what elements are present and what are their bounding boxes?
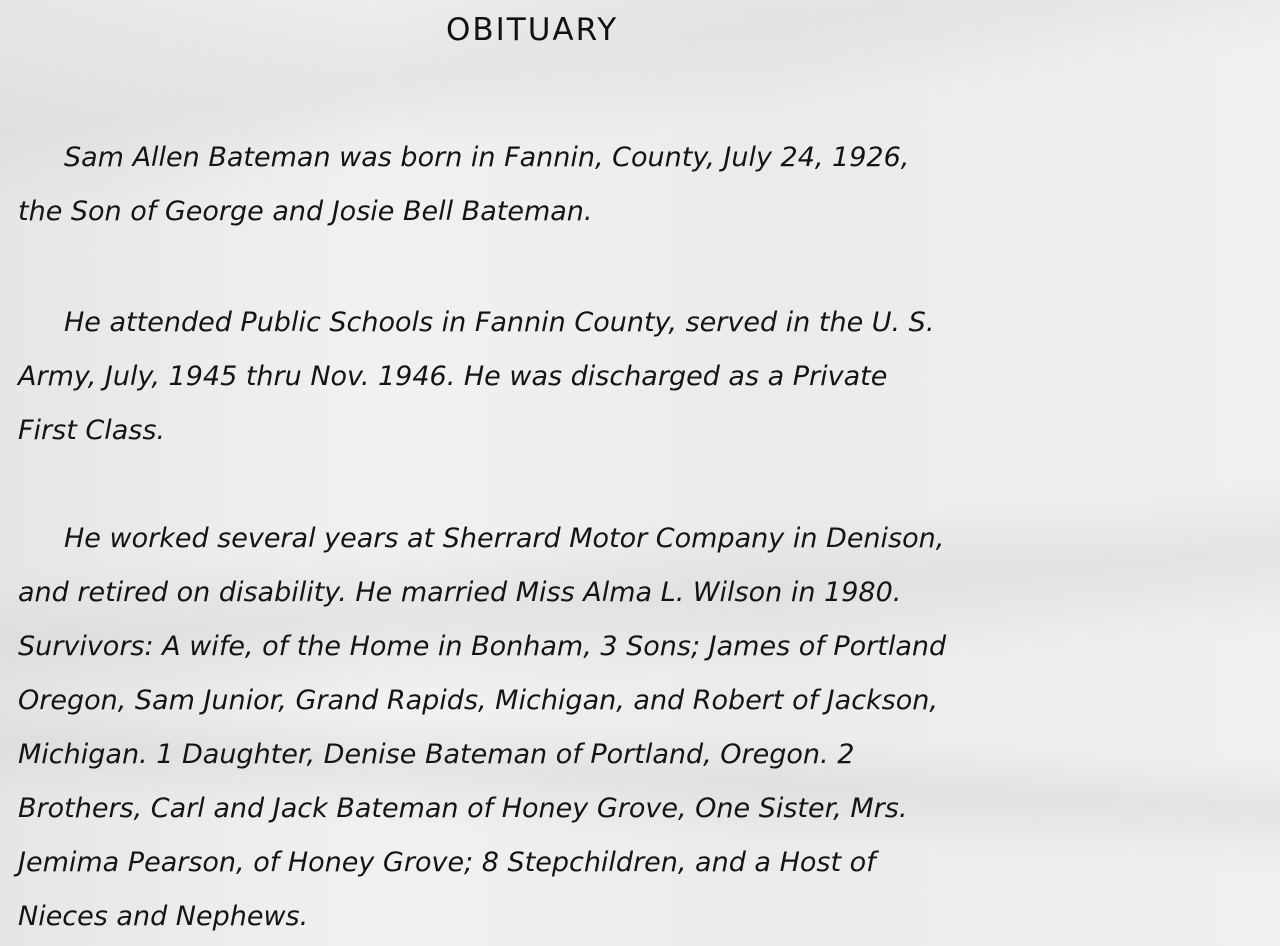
text-line: He attended Public Schools in Fannin County, served in the U. S.	[64, 307, 935, 338]
text-line: the Son of George and Josie Bell Bateman.	[18, 196, 593, 227]
text-line: Brothers, Carl and Jack Bateman of Honey Grove, One Sister, Mrs.	[18, 793, 908, 824]
text-line: Survivors: A wife, of the Home in Bonham, 3 Sons; James of Portland	[18, 631, 947, 662]
text-line: Sam Allen Bateman was born in Fannin, County, July 24, 1926,	[64, 142, 910, 173]
text-line: Michigan. 1 Daughter, Denise Bateman of Portland, Oregon. 2	[18, 739, 855, 770]
paragraph-birth	[18, 131, 909, 239]
text-line: Jemima Pearson, of Honey Grove; 8 Stepchildren, and a Host of	[18, 847, 876, 878]
text-line: He worked several years at Sherrard Motor Company in Denison,	[64, 523, 945, 554]
paragraph-service	[18, 296, 934, 458]
text-line: Oregon, Sam Junior, Grand Rapids, Michigan, and Robert of Jackson,	[18, 685, 938, 716]
document-title: OBITUARY	[446, 12, 619, 48]
paragraph-survivors	[18, 512, 946, 944]
text-line: First Class.	[18, 415, 165, 446]
text-line: Army, July, 1945 thru Nov. 1946. He was discharged as a Private	[18, 361, 888, 392]
text-line: and retired on disability. He married Miss Alma L. Wilson in 1980.	[18, 577, 902, 608]
text-line: Nieces and Nephews.	[18, 901, 309, 932]
